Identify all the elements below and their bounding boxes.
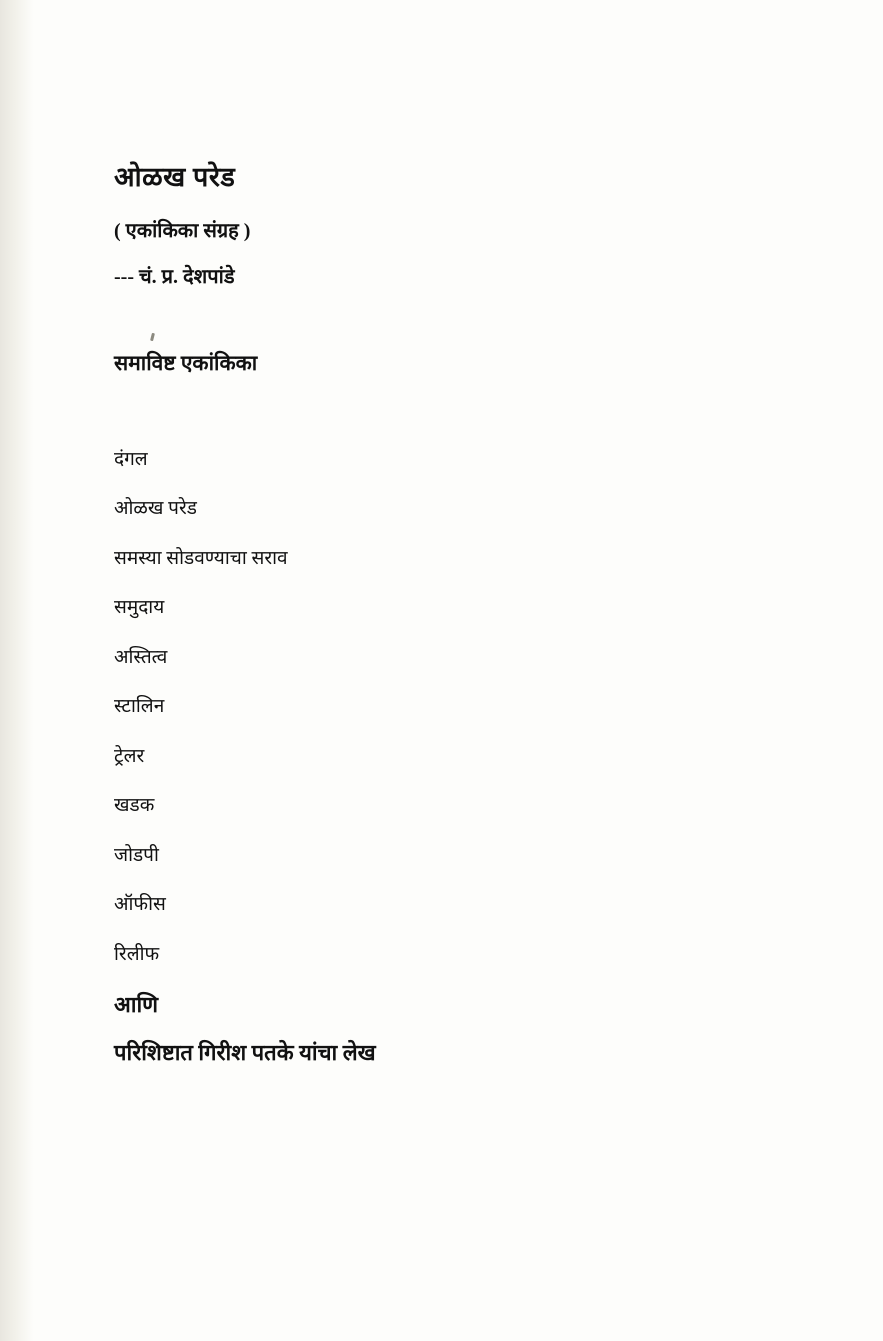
page-content (114, 0, 814, 1067)
list-item: ऑफीस (114, 894, 166, 916)
page-subtitle: ( एकांकिका संग्रह ) (114, 220, 251, 243)
contents-heading: समाविष्ट एकांकिका (114, 351, 258, 376)
conjunction-text: आणि (114, 992, 159, 1018)
list-item: समुदाय (114, 597, 165, 619)
list-item: दंगल (114, 448, 148, 470)
author-line: --- चं. प्र. देशपांडे (114, 266, 235, 289)
list-item: ओळख परेड (114, 498, 197, 520)
list-item: खडक (114, 795, 155, 817)
list-item: ट्रेलर (114, 745, 145, 767)
list-item: रिलीफ (114, 943, 160, 965)
appendix-note: परिशिष्टात गिरीश पतके यांचा लेख (114, 1040, 376, 1066)
list-item: समस्या सोडवण्याचा सराव (114, 547, 288, 569)
contents-list (114, 377, 814, 980)
list-item: स्टालिन (114, 696, 165, 718)
list-item: अस्तित्व (114, 646, 168, 668)
page-title: ओळख परेड (114, 162, 236, 192)
list-item: जोडपी (114, 844, 159, 866)
page-gutter-shadow (0, 0, 34, 1341)
